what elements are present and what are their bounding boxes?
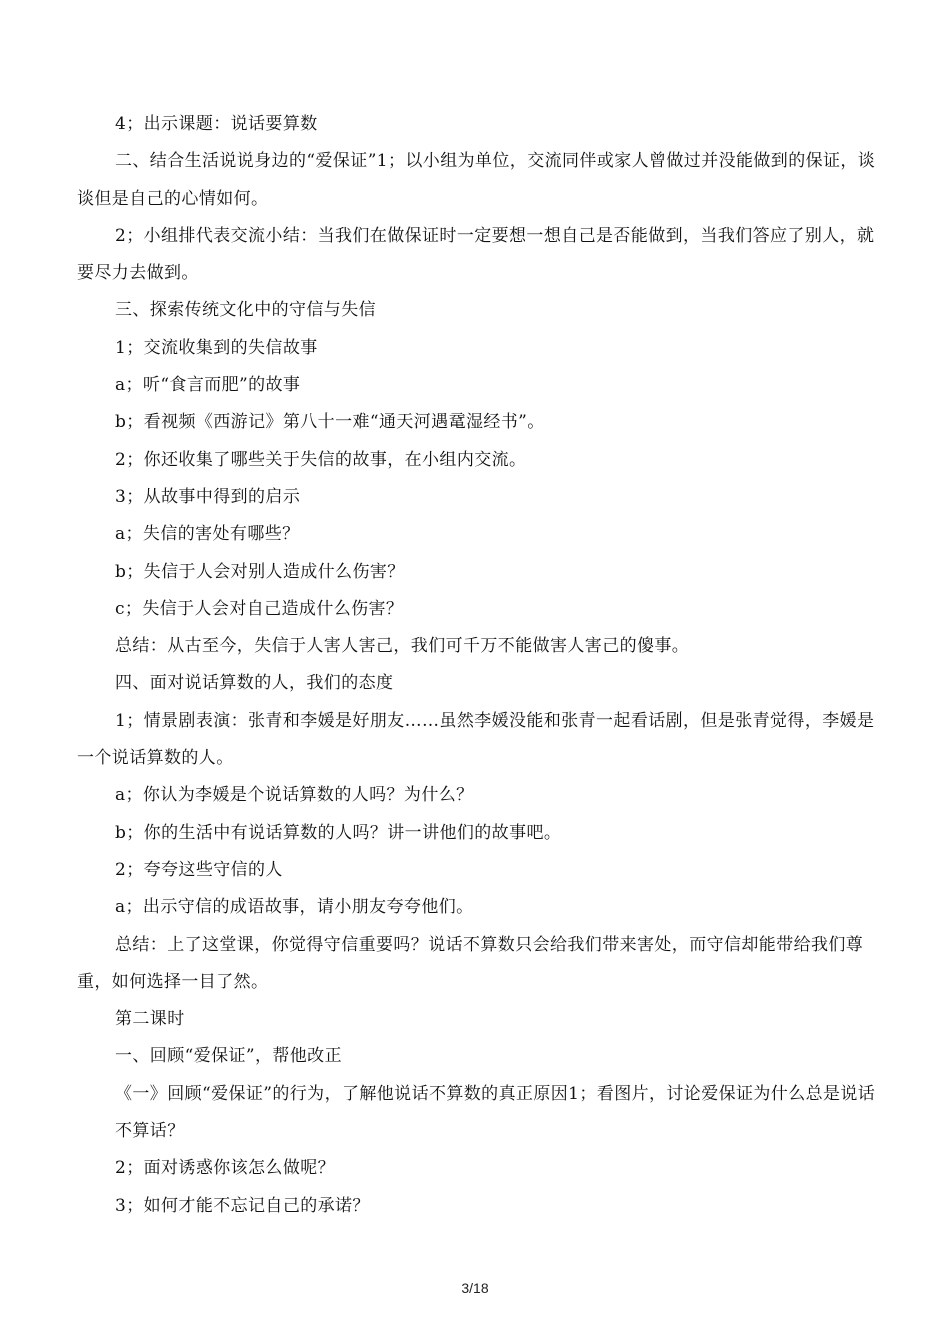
paragraph: a；失信的害处有哪些？ xyxy=(115,524,300,545)
paragraph: 3；如何才能不忘记自己的承诺？ xyxy=(115,1195,370,1216)
paragraph: 1；交流收集到的失信故事 xyxy=(115,337,318,358)
paragraph: 2；夸夸这些守信的人 xyxy=(115,859,283,880)
paragraph: b；看视频《西游记》第八十一难“通天河遇鼋湿经书”。 xyxy=(115,412,545,433)
paragraph: 2；面对诱惑你该怎么做呢？ xyxy=(115,1158,336,1179)
paragraph: 二、结合生活说说身边的“爱保证”1；以小组为单位，交流同伴或家人曾做过并没能做到的保证，谈谈但是自己的心情如何。 xyxy=(77,151,876,209)
paragraph: b；你的生活中有说话算数的人吗？讲一讲他们的故事吧。 xyxy=(115,822,562,843)
section-heading: 一、回顾“爱保证”，帮他改正 xyxy=(115,1046,342,1067)
paragraph: b；失信于人会对别人造成什么伤害？ xyxy=(115,561,405,582)
paragraph: c；失信于人会对自己造成什么伤害？ xyxy=(115,598,404,619)
paragraph: a；听“食言而肥”的故事 xyxy=(115,375,301,396)
document-body xyxy=(77,106,889,1225)
section-heading: 三、探索传统文化中的守信与失信 xyxy=(115,300,376,321)
paragraph: 2；你还收集了哪些关于失信的故事，在小组内交流。 xyxy=(115,449,527,470)
paragraph: 《一》回顾“爱保证”的行为，了解他说话不算数的真正原因1；看图片，讨论爱保证为什么总是说话不算话？ xyxy=(115,1083,876,1142)
paragraph: 4；出示课题：说话要算数 xyxy=(115,114,318,134)
paragraph: 3；从故事中得到的启示 xyxy=(115,486,301,507)
summary-paragraph: 总结：从古至今，失信于人害人害己，我们可千万不能做害人害己的傻事。 xyxy=(115,636,690,657)
paragraph: 2；小组排代表交流小结：当我们在做保证时一定要想一想自己是否能做到，当我们答应了别人，就要尽力去做到。 xyxy=(77,225,875,284)
page-number: 3/18 xyxy=(461,1280,489,1296)
lesson-heading: 第二课时 xyxy=(115,1009,185,1030)
paragraph: a；出示守信的成语故事，请小朋友夸夸他们。 xyxy=(115,897,474,918)
paragraph: 1；情景剧表演：张青和李媛是好朋友……虽然李媛没能和张青一起看话剧，但是张青觉得，李媛是一个说话算数的人。 xyxy=(77,710,875,769)
paragraph: a；你认为李媛是个说话算数的人吗？为什么？ xyxy=(115,785,474,806)
section-heading: 四、面对说话算数的人，我们的态度 xyxy=(115,673,394,694)
summary-paragraph: 总结：上了这堂课，你觉得守信重要吗？说话不算数只会给我们带来害处，而守信却能带给我们尊重，如何选择一目了然。 xyxy=(77,934,864,992)
